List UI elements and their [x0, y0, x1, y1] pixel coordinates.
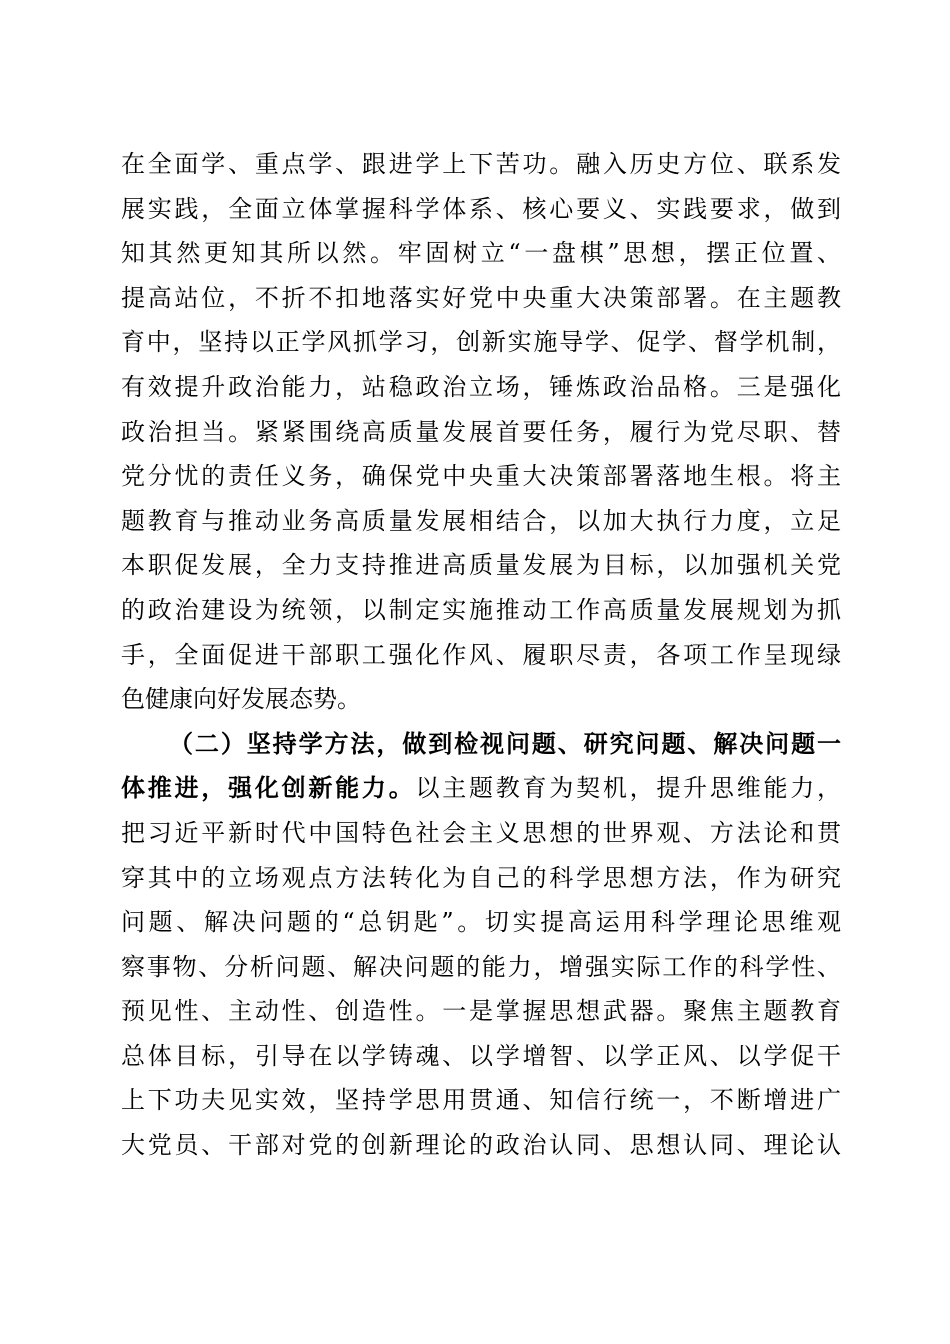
paragraph-line: 穿其中的立场观点方法转化为自己的科学思想方法，作为研究	[121, 863, 841, 892]
paragraph-line: 手，全面促进干部职工强化作风、履职尽责，各项工作呈现绿	[121, 640, 841, 669]
paragraph-line: 总体目标，引导在以学铸魂、以学增智、以学正风、以学促干	[121, 1041, 841, 1070]
paragraph-line: 本职促发展，全力支持推进高质量发展为目标，以加强机关党	[121, 551, 841, 580]
paragraph-line: 提高站位，不折不扣地落实好党中央重大决策部署。在主题教	[121, 283, 841, 312]
paragraph-line: 把习近平新时代中国特色社会主义思想的世界观、方法论和贯	[121, 818, 841, 847]
paragraph-line: 展实践，全面立体掌握科学体系、核心要义、实践要求，做到	[121, 194, 841, 223]
paragraph-line: 党分忧的责任义务，确保党中央重大决策部署落地生根。将主	[121, 462, 841, 491]
paragraph-text: 以主题教育为契机，提升思维能力，	[415, 774, 842, 803]
paragraph-line: 育中，坚持以正学风抓学习，创新实施导学、促学、督学机制，	[121, 328, 841, 357]
section-heading-continued: 体推进，强化创新能力。	[121, 774, 416, 803]
paragraph-line: 有效提升政治能力，站稳政治立场，锤炼政治品格。三是强化	[121, 372, 841, 401]
paragraph-line: 预见性、主动性、创造性。一是掌握思想武器。聚焦主题教育	[121, 997, 841, 1026]
paragraph-2	[121, 722, 841, 1168]
document-body	[121, 142, 841, 1168]
paragraph-line: 的政治建设为统领，以制定实施推动工作高质量发展规划为抓	[121, 595, 841, 624]
paragraph-line: 在全面学、重点学、跟进学上下苦功。融入历史方位、联系发	[121, 150, 841, 178]
paragraph-line: 色健康向好发展态势。	[121, 685, 361, 714]
paragraph-line: 上下功夫见实效，坚持学思用贯通、知信行统一，不断增进广	[121, 1086, 841, 1115]
paragraph-line: 察事物、分析问题、解决问题的能力，增强实际工作的科学性、	[121, 952, 841, 981]
paragraph-line: 知其然更知其所以然。牢固树立“一盘棋”思想，摆正位置、	[121, 239, 841, 268]
paragraph-line: 大党员、干部对党的创新理论的政治认同、思想认同、理论认	[121, 1131, 841, 1160]
paragraph-line: 题教育与推动业务高质量发展相结合，以加大执行力度，立足	[121, 506, 841, 535]
paragraph-line: 政治担当。紧紧围绕高质量发展首要任务，履行为党尽职、替	[121, 417, 841, 446]
section-heading: （二）坚持学方法，做到检视问题、研究问题、解决问题一	[169, 729, 841, 758]
paragraph-1	[121, 142, 841, 722]
paragraph-line	[121, 766, 841, 811]
paragraph-line: 问题、解决问题的“总钥匙”。切实提高运用科学理论思维观	[121, 908, 841, 937]
